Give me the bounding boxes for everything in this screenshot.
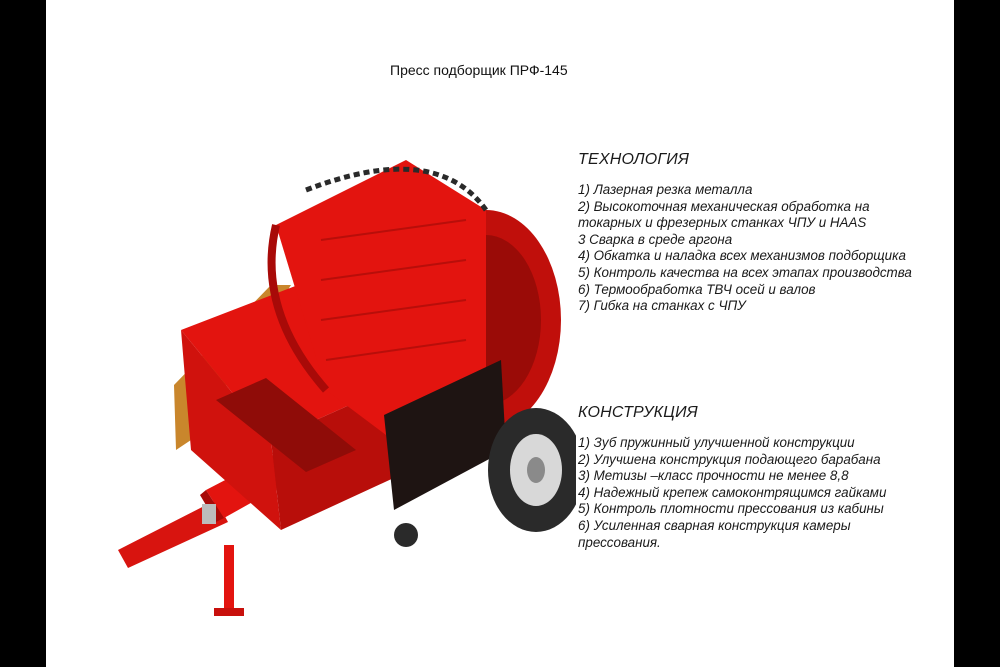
baler-illustration (106, 150, 576, 620)
construction-item: 2) Улучшена конструкция подающего барабана (578, 451, 881, 467)
technology-item: 4) Обкатка и наладка всех механизмов подборщика (578, 248, 906, 264)
construction-heading: КОНСТРУКЦИЯ (578, 404, 698, 421)
construction-item: 1) Зуб пружинный улучшенной конструкции (578, 435, 855, 450)
technology-heading: ТЕХНОЛОГИЯ (578, 151, 690, 168)
technology-item: 2) Высокоточная механическая обработка на токарных и фрезерных станках ЧПУ и HAAS (578, 198, 870, 231)
support-wheel (394, 523, 418, 547)
page-title: Пресс подборщик ПРФ-145 (390, 62, 568, 78)
technology-item: 7) Гибка на станках с ЧПУ (578, 298, 746, 314)
technology-item: 1) Лазерная резка металла (578, 182, 753, 197)
technology-item: 3 Сварка в среде аргона (578, 231, 733, 247)
technology-section (578, 151, 918, 315)
technology-item: 6) Термообработка ТВЧ осей и валов (578, 281, 816, 297)
construction-item: 3) Метизы –класс прочности не менее 8,8 (578, 468, 849, 484)
construction-section (578, 404, 918, 551)
construction-item: 4) Надежный крепеж самоконтрящимся гайками (578, 484, 887, 500)
technology-item: 5) Контроль качества на всех этапах производства (578, 264, 912, 280)
construction-item: 6) Усиленная сварная конструкция камеры прессования. (578, 517, 851, 550)
construction-item: 5) Контроль плотности прессования из кабины (578, 501, 884, 517)
slide (46, 0, 954, 667)
